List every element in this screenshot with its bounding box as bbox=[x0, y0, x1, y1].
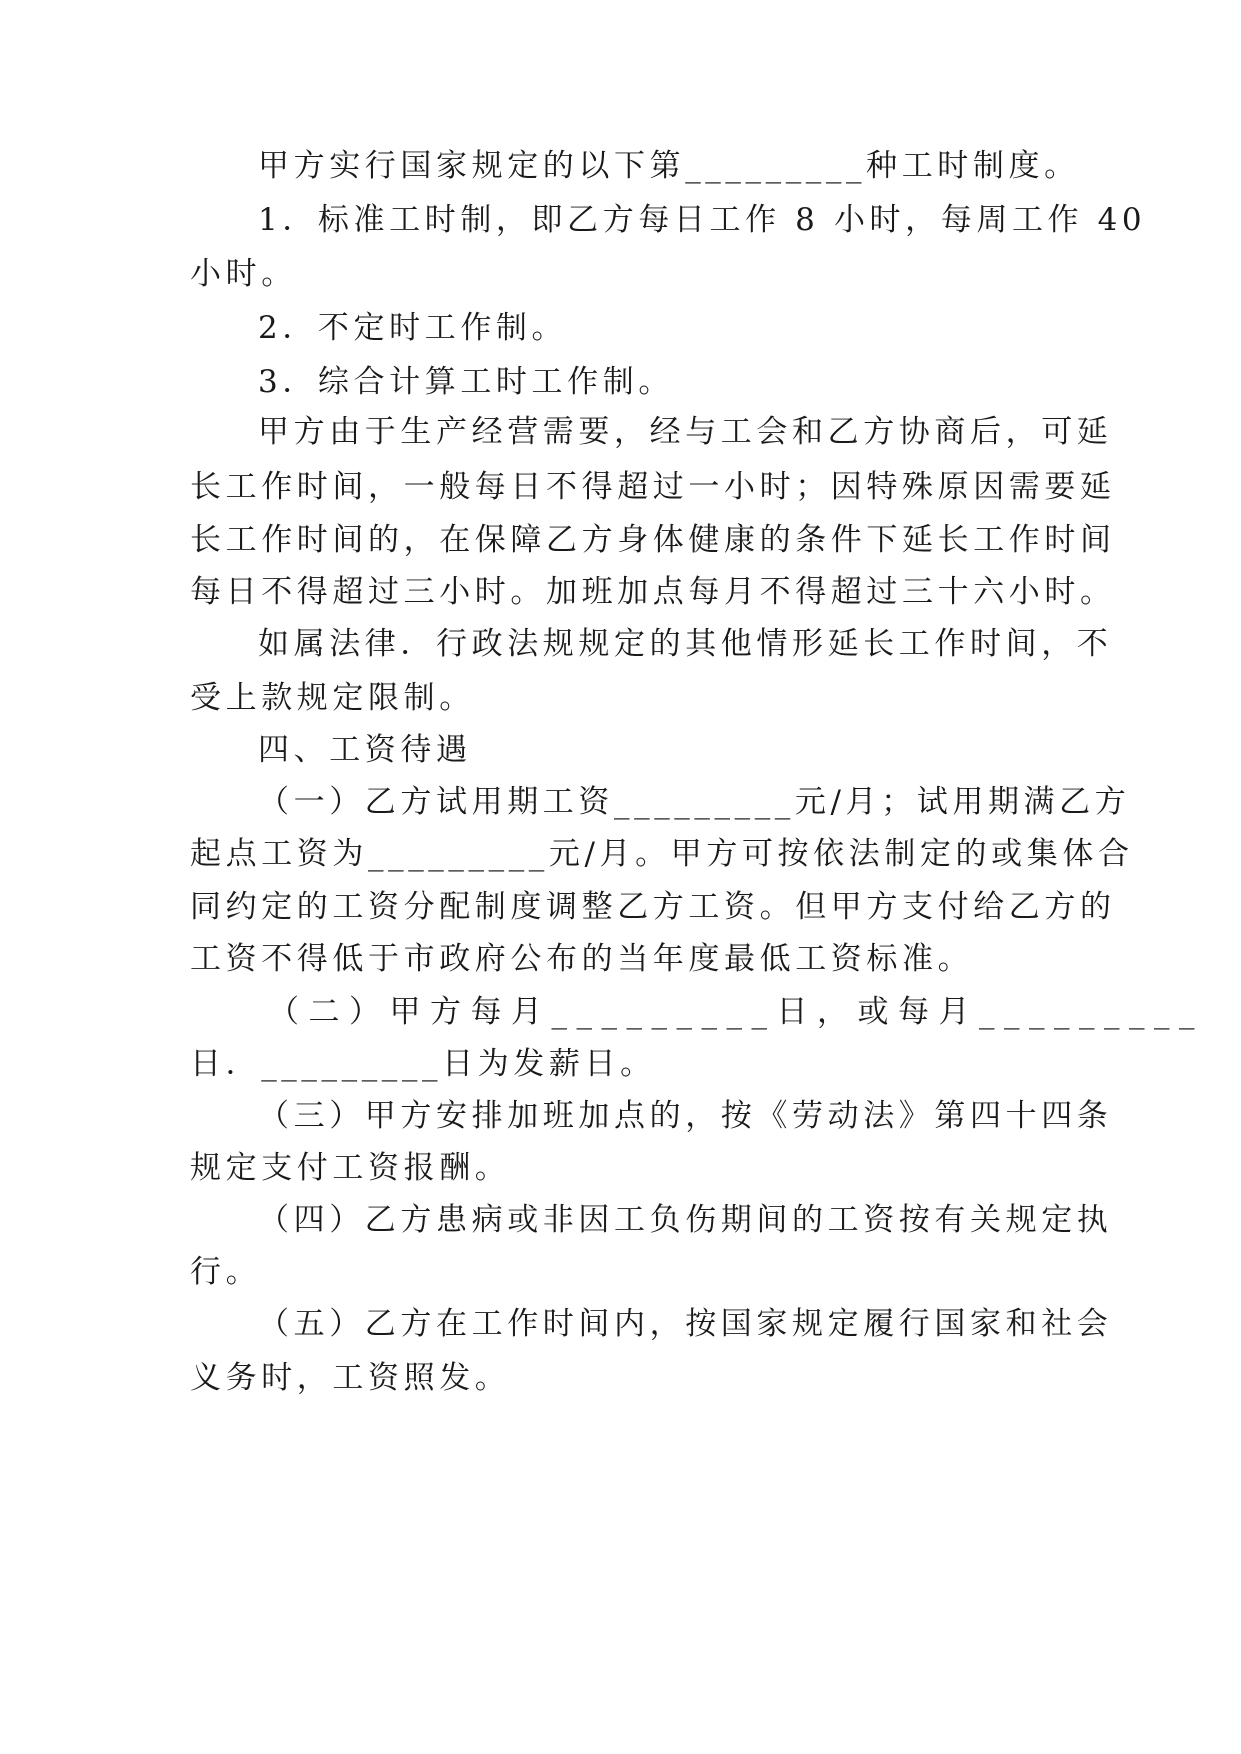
paragraph-line: 长工作时间的，在保障乙方身体健康的条件下延长工作时间 bbox=[190, 522, 1116, 558]
paragraph-line: （二）甲方每月_________日，或每月_________ bbox=[268, 994, 1204, 1030]
paragraph-line: 义务时，工资照发。 bbox=[190, 1360, 511, 1396]
section-heading: 四、工资待遇 bbox=[258, 732, 472, 768]
paragraph-line: 受上款规定限制。 bbox=[190, 680, 475, 716]
paragraph-line: 日．_________日为发薪日。 bbox=[190, 1046, 656, 1082]
paragraph-line: （一）乙方试用期工资_________元/月；试用期满乙方 bbox=[258, 784, 1131, 820]
paragraph-line: 起点工资为_________元/月。甲方可按依法制定的或集体合 bbox=[190, 836, 1134, 872]
paragraph-line: 工资不得低于市政府公布的当年度最低工资标准。 bbox=[190, 941, 974, 977]
paragraph-line: （五）乙方在工作时间内，按国家规定履行国家和社会 bbox=[258, 1306, 1113, 1342]
paragraph-line: 行。 bbox=[190, 1254, 262, 1290]
paragraph-line: 甲方实行国家规定的以下第_________种工时制度。 bbox=[258, 148, 1080, 184]
paragraph-line: 甲方由于生产经营需要，经与工会和乙方协商后，可延 bbox=[258, 414, 1113, 450]
paragraph-line: 如属法律．行政法规规定的其他情形延长工作时间，不 bbox=[258, 626, 1113, 662]
paragraph-line: 小时。 bbox=[190, 256, 297, 292]
paragraph-line: 3．综合计算工时工作制。 bbox=[258, 364, 674, 400]
paragraph-line: （三）甲方安排加班加点的，按《劳动法》第四十四条 bbox=[258, 1098, 1113, 1134]
paragraph-line: 每日不得超过三小时。加班加点每月不得超过三十六小时。 bbox=[190, 574, 1116, 610]
paragraph-line: 1．标准工时制，即乙方每日工作 8 小时，每周工作 40 bbox=[258, 202, 1147, 238]
paragraph-line: 2．不定时工作制。 bbox=[258, 310, 568, 346]
paragraph-line: 长工作时间，一般每日不得超过一小时；因特殊原因需要延 bbox=[190, 469, 1116, 505]
paragraph-line: 同约定的工资分配制度调整乙方工资。但甲方支付给乙方的 bbox=[190, 889, 1116, 925]
paragraph-line: 规定支付工资报酬。 bbox=[190, 1150, 511, 1186]
paragraph-line: （四）乙方患病或非因工负伤期间的工资按有关规定执 bbox=[258, 1202, 1113, 1238]
